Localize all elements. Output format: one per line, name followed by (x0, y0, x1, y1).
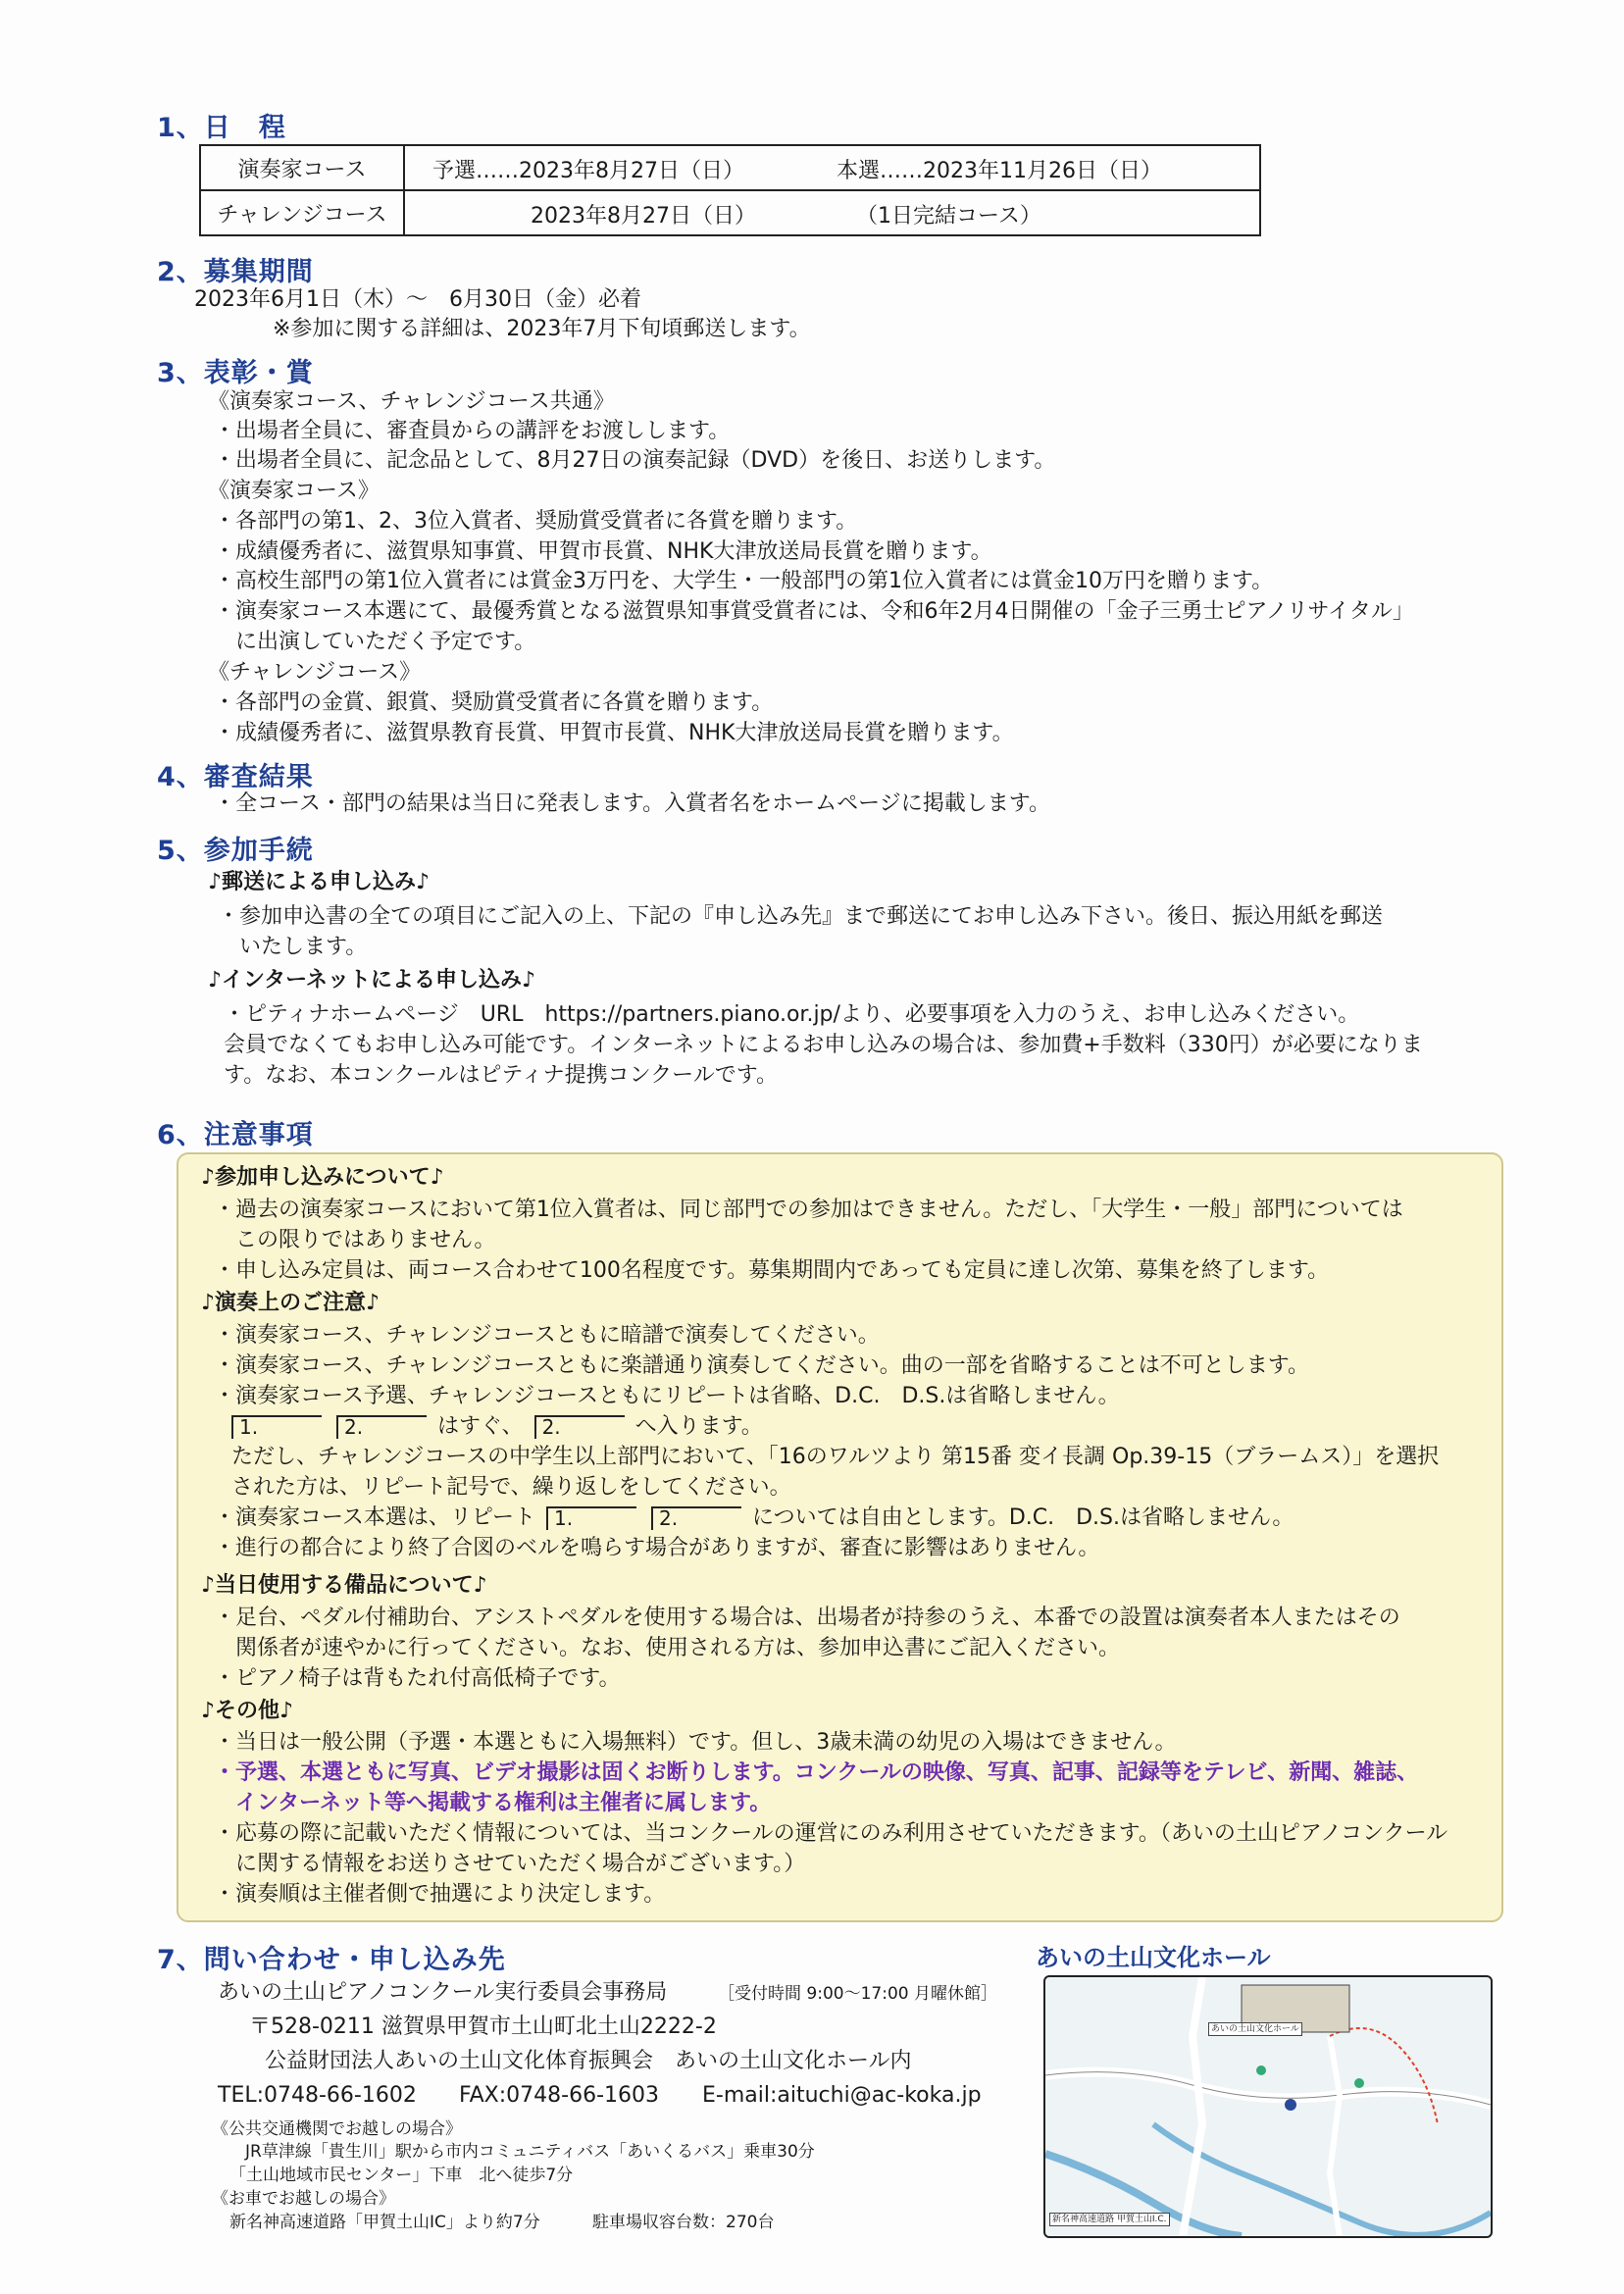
award-perf-head: 《演奏家コース》 (208, 479, 380, 503)
mail-apply-text: ・参加申込書の全ての項目にご記入の上、下記の『申し込み先』まで郵送にてお申し込み下さい。後日、振込用紙を郵送 (218, 904, 1384, 929)
equip-note: ・ピアノ椅子は背もたれ付高低椅子です。 (214, 1666, 621, 1691)
transit-text: 「土山地域市民センター」下車 北へ徒歩7分 (229, 2166, 574, 2185)
apply-note: この限りではありません。 (214, 1228, 496, 1252)
apply-note: ・過去の演奏家コースにおいて第1位入賞者は、同じ部門での参加はできません。ただし、「大学生・一般」部門については (214, 1198, 1403, 1222)
award-chal-item: ・成績優秀者に、滋賀県教育長賞、甲賀市長賞、NHK大津放送局長賞を贈ります。 (214, 721, 1014, 745)
equip-note: ・足台、ペダル付補助台、アシストペダルを使用する場合は、出場者が持参のうえ、本番での設置は演奏者本人またはその (214, 1606, 1400, 1630)
perf-note: ・演奏家コース、チャレンジコースともに楽譜通り演奏してください。曲の一部を省略することは不可とします。 (214, 1353, 1309, 1378)
challenge-note: （1日完結コース） (856, 204, 1041, 229)
course-name: 演奏家コース (200, 145, 404, 190)
award-chal-head: 《チャレンジコース》 (208, 660, 422, 685)
apply-note: ・申し込み定員は、両コース合わせて100名程度です。募集期間内であっても定員に達し次第、募集を終了します。 (214, 1258, 1330, 1283)
perf-note: ただし、チャレンジコースの中学生以上部門において、「16のワルツより 第15番 変イ長調 Op.39-15（ブラームス）」を選択 (231, 1445, 1440, 1469)
perf-note: された方は、リピート記号で、繰り返しをしてください。 (231, 1475, 791, 1500)
contact-org: あいの土山ピアノコンクール実行委員会事務局 (218, 1980, 668, 2005)
results-text: ・全コース・部門の結果は当日に発表します。入賞者名をホームページに掲載します。 (214, 791, 1050, 816)
section-2-title: 2、募集期間 (157, 257, 314, 287)
contact-foundation: 公益財団法人あいの土山文化体育振興会 あいの土山文化ホール内 (265, 2049, 912, 2073)
other-notes-head: ♪その他♪ (201, 1699, 294, 1723)
photo-prohibition-note: ・予選、本選ともに写真、ビデオ撮影は固くお断りします。コンクールの映像、写真、記事、記録等をテレビ、新聞、雑誌、 (214, 1760, 1419, 1785)
perf-note: ・演奏家コース予選、チャレンジコースともにリピートは省略、D.C. D.S.は省略しません。 (214, 1384, 1120, 1408)
challenge-date: 2023年8月27日（日） (531, 204, 756, 229)
map-hall-label: あいの土山文化ホール (1208, 2022, 1302, 2036)
photo-prohibition-note: インターネット等へ掲載する権利は主催者に属します。 (214, 1791, 772, 1815)
schedule-row-performer (200, 145, 1260, 190)
award-common-head: 《演奏家コース、チャレンジコース共通》 (208, 389, 615, 414)
recruit-note: ※参加に関する詳細は、2023年7月下旬頃郵送します。 (273, 317, 811, 341)
section-5-title: 5、参加手続 (157, 836, 314, 866)
other-note: に関する情報をお送りさせていただく場合がございます。） (214, 1852, 806, 1876)
contact-hours: ［受付時間 9:00～17:00 月曜休館］ (718, 1984, 997, 2004)
car-text: 新名神高速道路「甲賀土山IC」より約7分 (229, 2213, 540, 2232)
other-note: ・応募の際に記載いただく情報については、当コンクールの運営にのみ利用させていただきます。（あいの土山ピアノコンクール (214, 1821, 1448, 1846)
section-3-title: 3、表彰・賞 (157, 358, 314, 388)
award-perf-item: ・成績優秀者に、滋賀県知事賞、甲賀市長賞、NHK大津放送局長賞を贈ります。 (214, 539, 992, 564)
map-graphic (1045, 1977, 1491, 2236)
repeat-bracket-2b: 2. (534, 1415, 625, 1439)
award-perf-item: に出演していただく予定です。 (214, 630, 536, 654)
perf-note: ・演奏家コース、チャレンジコースともに暗譜で演奏してください。 (214, 1323, 880, 1348)
transit-head: 《公共交通機関でお越しの場合》 (212, 2119, 462, 2139)
award-perf-item: ・高校生部門の第1位入賞者には賞金3万円を、大学生・一般部門の第1位入賞者には賞金10万円を贈ります。 (214, 569, 1274, 593)
final-date: 本選……2023年11月26日（日） (837, 159, 1162, 183)
course-name: チャレンジコース (200, 190, 404, 235)
contact-email[interactable]: E-mail:aituchi@ac-koka.jp (702, 2083, 982, 2108)
award-chal-item: ・各部門の金賞、銀賞、奨励賞受賞者に各賞を贈ります。 (214, 690, 774, 715)
section-1-title: 1、日 程 (157, 113, 286, 143)
schedule-table (199, 144, 1261, 236)
perf-notes-head: ♪演奏上のご注意♪ (201, 1291, 381, 1315)
mail-apply-text: いたします。 (218, 935, 368, 959)
equip-note: 関係者が速やかに行ってください。なお、使用される方は、参加申込書にご記入ください。 (214, 1636, 1121, 1660)
apply-notes-head: ♪参加申し込みについて♪ (201, 1165, 444, 1190)
map-title: あいの土山文化ホール (1036, 1944, 1271, 1971)
access-map (1043, 1975, 1493, 2238)
section-4-title: 4、審査結果 (157, 762, 314, 792)
parking-text: 駐車場収容台数：270台 (592, 2213, 775, 2232)
contact-address: 〒528-0211 滋賀県甲賀市土山町北土山2222-2 (249, 2014, 717, 2039)
section-6-title: 6、注意事項 (157, 1120, 314, 1150)
final-repeat-note: ・演奏家コース本選は、リピート 1. 2. については自由とします。D.C. D.S.は省略しません。 (214, 1505, 1294, 1530)
award-common-item: ・出場者全員に、審査員からの講評をお渡しします。 (214, 419, 731, 443)
repeat-bracket-1: 1. (546, 1506, 636, 1530)
equip-notes-head: ♪当日使用する備品について♪ (201, 1573, 487, 1598)
map-ic-label: 新名神高速道路 甲賀土山I.C. (1049, 2213, 1170, 2226)
transit-text: JR草津線「貴生川」駅から市内コミュニティバス「あいくるバス」乗車30分 (245, 2142, 815, 2162)
contact-tel: TEL:0748-66-1602 (218, 2083, 417, 2108)
section-7-title: 7、問い合わせ・申し込み先 (157, 1945, 506, 1975)
net-apply-text: 会員でなくてもお申し込み可能です。インターネットによるお申し込みの場合は、参加費+手数料（330円）が必要になりま (224, 1033, 1423, 1057)
award-perf-item: ・各部門の第1、2、3位入賞者、奨励賞受賞者に各賞を贈ります。 (214, 509, 858, 534)
award-common-item: ・出場者全員に、記念品として、8月27日の演奏記録（DVD）を後日、お送りします。 (214, 448, 1056, 473)
repeat-diagram: 1. 2. はすぐ、 2. へ入ります。 (228, 1412, 763, 1441)
repeat-bracket-2: 2. (336, 1415, 427, 1439)
other-note: ・演奏順は主催者側で抽選により決定します。 (214, 1882, 666, 1907)
net-apply-text: す。なお、本コンクールはピティナ提携コンクールです。 (224, 1063, 778, 1088)
other-note: ・当日は一般公開（予選・本選ともに入場無料）です。但し、3歳未満の幼児の入場はできません。 (214, 1730, 1177, 1755)
net-apply-head: ♪インターネットによる申し込み♪ (208, 968, 536, 993)
repeat-bracket-2: 2. (651, 1506, 741, 1530)
car-head: 《お車でお越しの場合》 (212, 2189, 395, 2209)
contact-fax: FAX:0748-66-1603 (459, 2083, 660, 2108)
bell-note: ・進行の都合により終了合図のベルを鳴らす場合がありますが、審査に影響はありません。 (214, 1536, 1100, 1560)
schedule-row-challenge (200, 190, 1260, 235)
mail-apply-head: ♪郵送による申し込み♪ (208, 870, 431, 894)
recruit-period: 2023年6月1日（木）～ 6月30日（金）必着 (194, 287, 641, 312)
net-apply-text: ・ピティナホームページ URL https://partners.piano.or.jp/より、必要事項を入力のうえ、お申し込みください。 (224, 1002, 1360, 1027)
award-perf-item: ・演奏家コース本選にて、最優秀賞となる滋賀県知事賞受賞者には、令和6年2月4日開催の「金子三勇士ピアノリサイタル」 (214, 599, 1414, 624)
prelim-date: 予選……2023年8月27日（日） (432, 159, 744, 183)
repeat-bracket-1: 1. (231, 1415, 322, 1439)
